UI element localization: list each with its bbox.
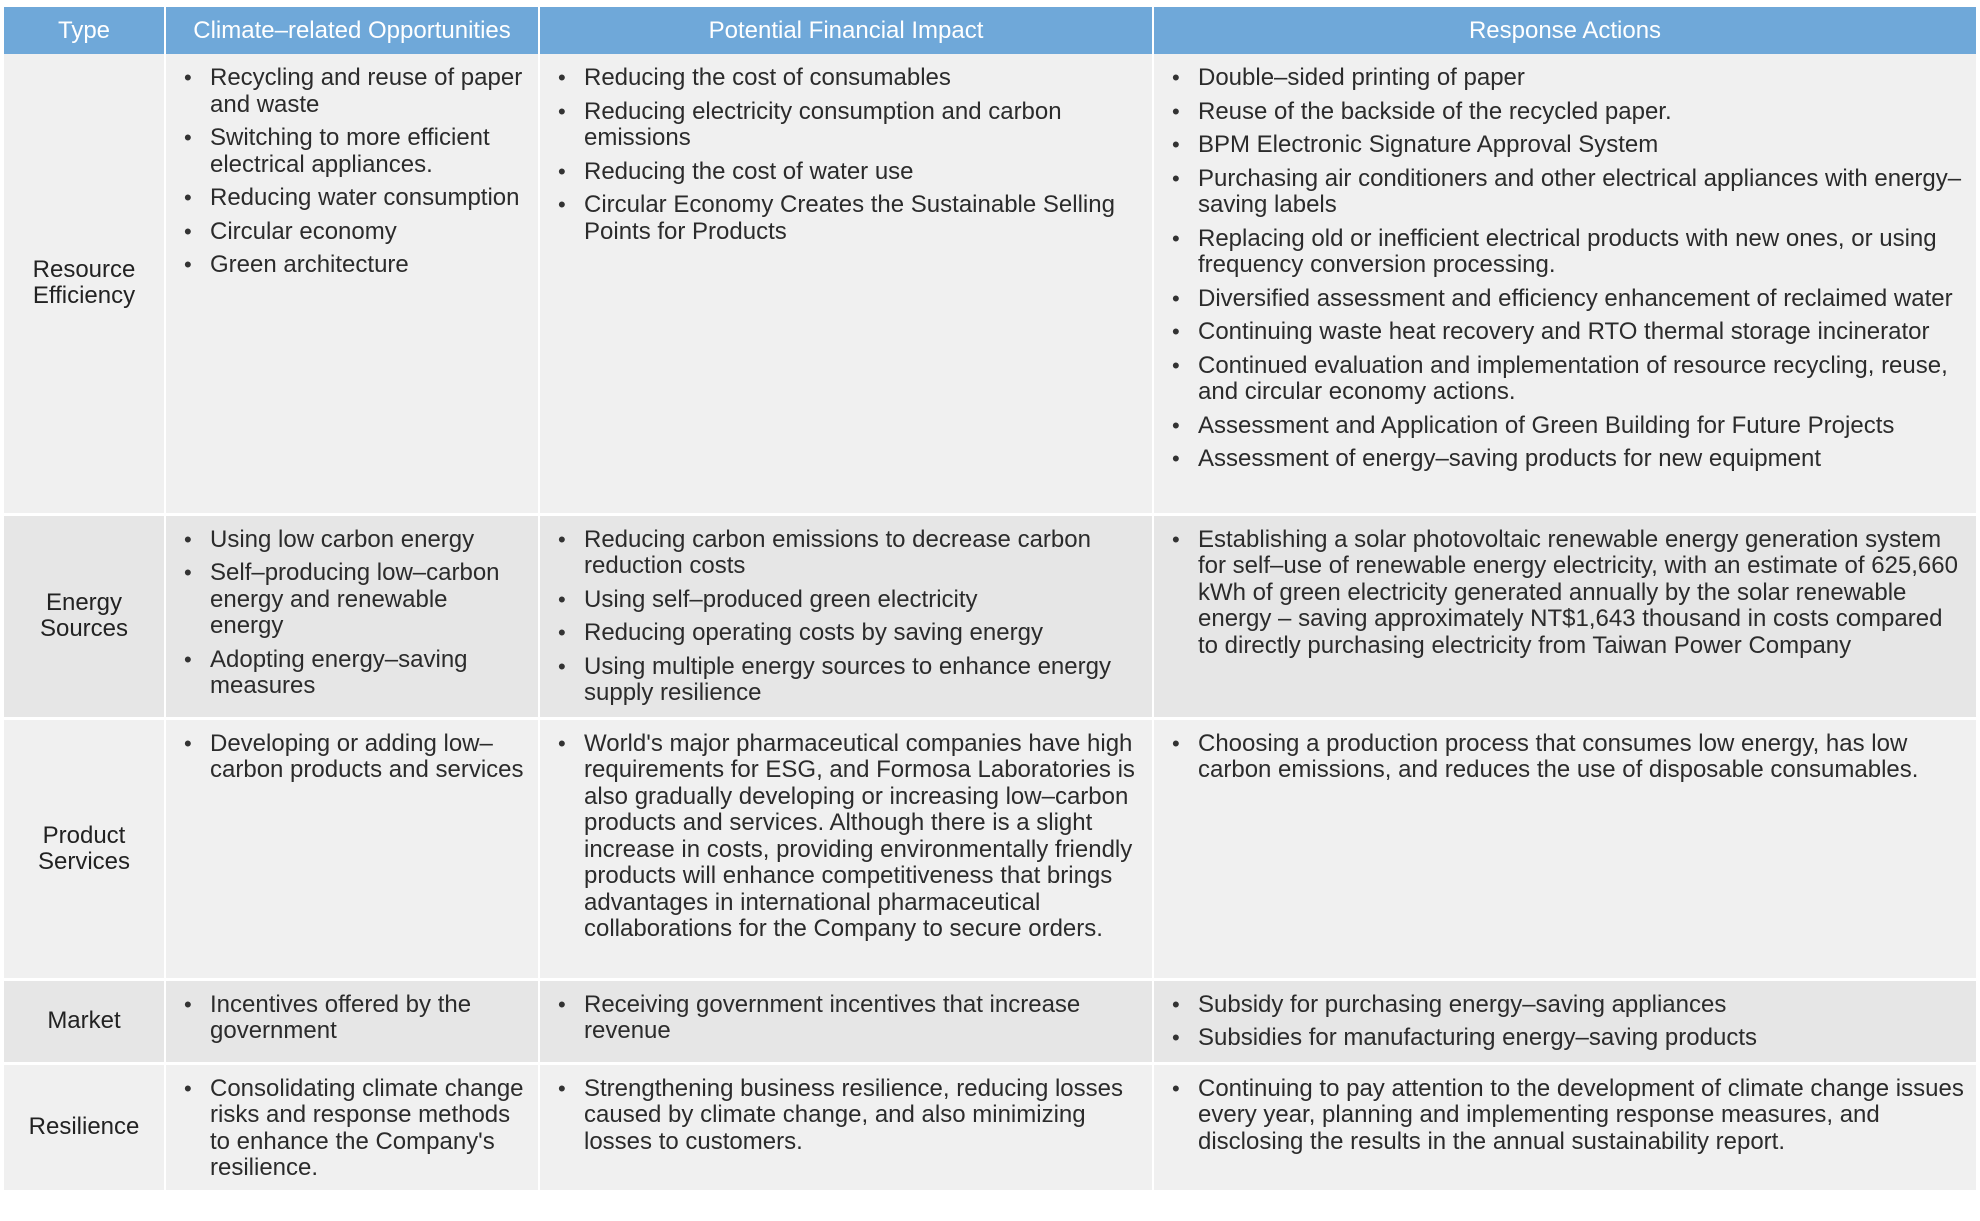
- response-actions-cell: [1153, 979, 1976, 1063]
- bullet-icon: •: [1172, 412, 1180, 438]
- list-item-text: Purchasing air conditioners and other electrical appliances with energy–saving labels: [1198, 164, 1962, 218]
- list-item: [178, 731, 526, 784]
- list-item-text: Reducing carbon emissions to decrease carbon reduction costs: [584, 525, 1091, 579]
- list-item-text: Subsidies for manufacturing energy–saving products: [1198, 1024, 1757, 1051]
- list-item-text: World's major pharmaceutical companies have high requirements for ESG, and Formosa Laboratories is also gradually developing or increasing low–carbon products and services. Although there is a slight increase in costs, providing environmentally friendly products will enhance competitiveness that brings advantages in international pharmaceutical collaborations for the Company to secure orders.: [584, 729, 1135, 942]
- list-item-text: Reducing water consumption: [210, 184, 520, 211]
- list-item: [552, 527, 1140, 580]
- type-cell: Resilience: [4, 1063, 165, 1191]
- bullet-icon: •: [1172, 991, 1180, 1017]
- list-item: [1166, 992, 1964, 1019]
- list-item: [552, 99, 1140, 152]
- table-row-resilience: [4, 1063, 1976, 1191]
- bullet-icon: •: [1172, 526, 1180, 552]
- type-cell: Market: [4, 979, 165, 1063]
- bullet-icon: •: [558, 586, 566, 612]
- bullet-icon: •: [1172, 65, 1180, 90]
- opportunities-cell: [165, 1063, 539, 1191]
- bullet-icon: •: [184, 646, 192, 672]
- opportunities-cell: [165, 54, 539, 514]
- bullet-list: [552, 1076, 1140, 1156]
- list-item: [178, 527, 526, 554]
- type-cell: Product Services: [4, 718, 165, 979]
- list-item-text: Strengthening business resilience, reducing losses caused by climate change, and also minimizing losses to customers.: [584, 1074, 1123, 1155]
- list-item: [178, 647, 526, 700]
- table-row-resource-efficiency: [4, 54, 1976, 514]
- list-item-text: Incentives offered by the government: [210, 990, 472, 1044]
- list-item: [1166, 99, 1964, 126]
- bullet-icon: •: [184, 560, 192, 585]
- bullet-list: [552, 992, 1140, 1045]
- list-item: [1166, 1025, 1964, 1052]
- bullet-icon: •: [1172, 165, 1180, 191]
- table-row-market: [4, 979, 1976, 1063]
- list-item: [1166, 319, 1964, 346]
- table-row-product-services: [4, 718, 1976, 979]
- list-item-text: Reducing operating costs by saving energy: [584, 619, 1043, 646]
- list-item-text: Receiving government incentives that increase revenue: [584, 990, 1081, 1044]
- bullet-icon: •: [184, 185, 192, 210]
- list-item: [1166, 413, 1964, 440]
- list-item: [1166, 65, 1964, 92]
- bullet-icon: •: [1172, 225, 1180, 251]
- bullet-list: [552, 731, 1140, 943]
- list-item-text: Continuing waste heat recovery and RTO thermal storage incinerator: [1198, 318, 1930, 345]
- bullet-list: [552, 65, 1140, 245]
- list-item-text: Switching to more efficient electrical appliances.: [210, 124, 490, 178]
- bullet-icon: •: [1172, 285, 1180, 311]
- bullet-icon: •: [184, 730, 192, 756]
- list-item: [552, 1076, 1140, 1156]
- list-item: [178, 125, 526, 178]
- list-item: [552, 587, 1140, 614]
- type-cell: Energy Sources: [4, 514, 165, 718]
- list-item-text: Circular Economy Creates the Sustainable Selling Points for Products: [584, 191, 1115, 245]
- bullet-icon: •: [558, 526, 566, 552]
- list-item: [1166, 353, 1964, 406]
- bullet-icon: •: [1172, 730, 1180, 756]
- bullet-icon: •: [1172, 446, 1180, 471]
- list-item: [552, 159, 1140, 186]
- bullet-list: [178, 65, 526, 279]
- bullet-list: [1166, 731, 1964, 784]
- bullet-icon: •: [558, 158, 566, 184]
- list-item: [1166, 166, 1964, 219]
- opportunities-cell: [165, 718, 539, 979]
- list-item-text: Consolidating climate change risks and response methods to enhance the Company's resilience.: [210, 1074, 524, 1181]
- response-actions-cell: [1153, 718, 1976, 979]
- bullet-list: [1166, 992, 1964, 1052]
- list-item: [1166, 527, 1964, 660]
- list-item-text: BPM Electronic Signature Approval System: [1198, 131, 1659, 158]
- financial-impact-cell: [539, 514, 1153, 718]
- list-item-text: Assessment and Application of Green Building for Future Projects: [1198, 411, 1895, 439]
- list-item: [1166, 731, 1964, 784]
- bullet-list: [178, 992, 526, 1045]
- list-item-text: Reducing electricity consumption and carbon emissions: [584, 97, 1062, 151]
- bullet-icon: •: [184, 1075, 192, 1101]
- header-response-actions: Response Actions: [1153, 7, 1976, 54]
- list-item-text: Using low carbon energy: [210, 525, 475, 553]
- bullet-icon: •: [1172, 1025, 1180, 1050]
- list-item-text: Assessment of energy–saving products for new equipment: [1198, 445, 1822, 472]
- bullet-icon: •: [1172, 98, 1180, 124]
- list-item: [1166, 132, 1964, 159]
- bullet-icon: •: [184, 125, 192, 150]
- bullet-icon: •: [558, 65, 566, 90]
- list-item-text: Reducing the cost of consumables: [584, 64, 951, 91]
- bullet-icon: •: [184, 526, 192, 552]
- list-item: [552, 65, 1140, 92]
- bullet-list: [1166, 65, 1964, 473]
- opportunities-cell: [165, 514, 539, 718]
- bullet-icon: •: [558, 192, 566, 217]
- list-item: [178, 219, 526, 246]
- bullet-icon: •: [558, 730, 566, 756]
- bullet-icon: •: [558, 1075, 566, 1101]
- list-item: [178, 252, 526, 279]
- list-item-text: Self–producing low–carbon energy and renewable energy: [210, 559, 500, 639]
- bullet-icon: •: [1172, 1075, 1180, 1101]
- financial-impact-cell: [539, 718, 1153, 979]
- list-item-text: Choosing a production process that consumes low energy, has low carbon emissions, and reduces the use of disposable consumables.: [1198, 729, 1919, 783]
- list-item-text: Adopting energy–saving measures: [210, 645, 468, 699]
- list-item: [178, 992, 526, 1045]
- list-item: [178, 65, 526, 118]
- bullet-icon: •: [1172, 319, 1180, 344]
- list-item-text: Recycling and reuse of paper and waste: [210, 64, 523, 118]
- bullet-icon: •: [184, 252, 192, 277]
- list-item-text: Circular economy: [210, 217, 397, 245]
- list-item-text: Green architecture: [210, 251, 409, 278]
- list-item: [552, 192, 1140, 245]
- financial-impact-cell: [539, 1063, 1153, 1191]
- response-actions-cell: [1153, 54, 1976, 514]
- table-row-energy-sources: [4, 514, 1976, 718]
- list-item-text: Subsidy for purchasing energy–saving appliances: [1198, 990, 1727, 1018]
- list-item: [552, 731, 1140, 943]
- list-item: [552, 992, 1140, 1045]
- bullet-list: [1166, 527, 1964, 660]
- bullet-list: [178, 527, 526, 700]
- list-item-text: Replacing old or inefficient electrical products with new ones, or using frequency conversion processing.: [1198, 224, 1937, 278]
- list-item-text: Reuse of the backside of the recycled paper.: [1198, 97, 1672, 125]
- list-item-text: Using self–produced green electricity: [584, 585, 978, 613]
- financial-impact-cell: [539, 54, 1153, 514]
- list-item: [552, 654, 1140, 707]
- response-actions-cell: [1153, 514, 1976, 718]
- header-financial-impact: Potential Financial Impact: [539, 7, 1153, 54]
- bullet-icon: •: [1172, 132, 1180, 157]
- list-item-text: Continued evaluation and implementation of resource recycling, reuse, and circular economy actions.: [1198, 351, 1948, 405]
- bullet-icon: •: [1172, 352, 1180, 378]
- type-cell: Resource Efficiency: [4, 54, 165, 514]
- bullet-icon: •: [558, 620, 566, 645]
- list-item: [178, 560, 526, 640]
- list-item-text: Reducing the cost of water use: [584, 157, 914, 185]
- opportunities-cell: [165, 979, 539, 1063]
- list-item-text: Double–sided printing of paper: [1198, 64, 1525, 91]
- bullet-icon: •: [558, 991, 566, 1017]
- list-item: [1166, 446, 1964, 473]
- header-type: Type: [4, 7, 165, 54]
- climate-opportunities-table-wrapper: [4, 7, 1976, 1193]
- response-actions-cell: [1153, 1063, 1976, 1191]
- bullet-icon: •: [558, 98, 566, 124]
- bullet-list: [552, 527, 1140, 707]
- list-item-text: Diversified assessment and efficiency enhancement of reclaimed water: [1198, 284, 1953, 312]
- bullet-list: [1166, 1076, 1964, 1156]
- list-item: [1166, 1076, 1964, 1156]
- bullet-icon: •: [184, 65, 192, 90]
- bullet-list: [178, 731, 526, 784]
- header-opportunities: Climate–related Opportunities: [165, 7, 539, 54]
- list-item-text: Continuing to pay attention to the development of climate change issues every year, planning and implementing response measures, and disclosing the results in the annual sustainability report.: [1198, 1074, 1964, 1155]
- header-row: [4, 7, 1976, 54]
- bullet-icon: •: [184, 218, 192, 244]
- list-item: [552, 620, 1140, 647]
- bullet-list: [178, 1076, 526, 1182]
- list-item: [1166, 226, 1964, 279]
- bullet-icon: •: [184, 991, 192, 1017]
- list-item: [178, 185, 526, 212]
- climate-opportunities-table: [4, 7, 1976, 1193]
- list-item: [178, 1076, 526, 1182]
- list-item-text: Developing or adding low–carbon products and services: [210, 729, 524, 783]
- list-item-text: Establishing a solar photovoltaic renewable energy generation system for self–use of renewable energy electricity, with an estimate of 625,660 kWh of green electricity generated annually by the solar renewable energy – saving approximately NT$1,643 thousand in costs compared to directly purchasing electricity from Taiwan Power Company: [1198, 525, 1958, 659]
- list-item-text: Using multiple energy sources to enhance energy supply resilience: [584, 652, 1111, 706]
- list-item: [1166, 286, 1964, 313]
- bullet-icon: •: [558, 653, 566, 679]
- financial-impact-cell: [539, 979, 1153, 1063]
